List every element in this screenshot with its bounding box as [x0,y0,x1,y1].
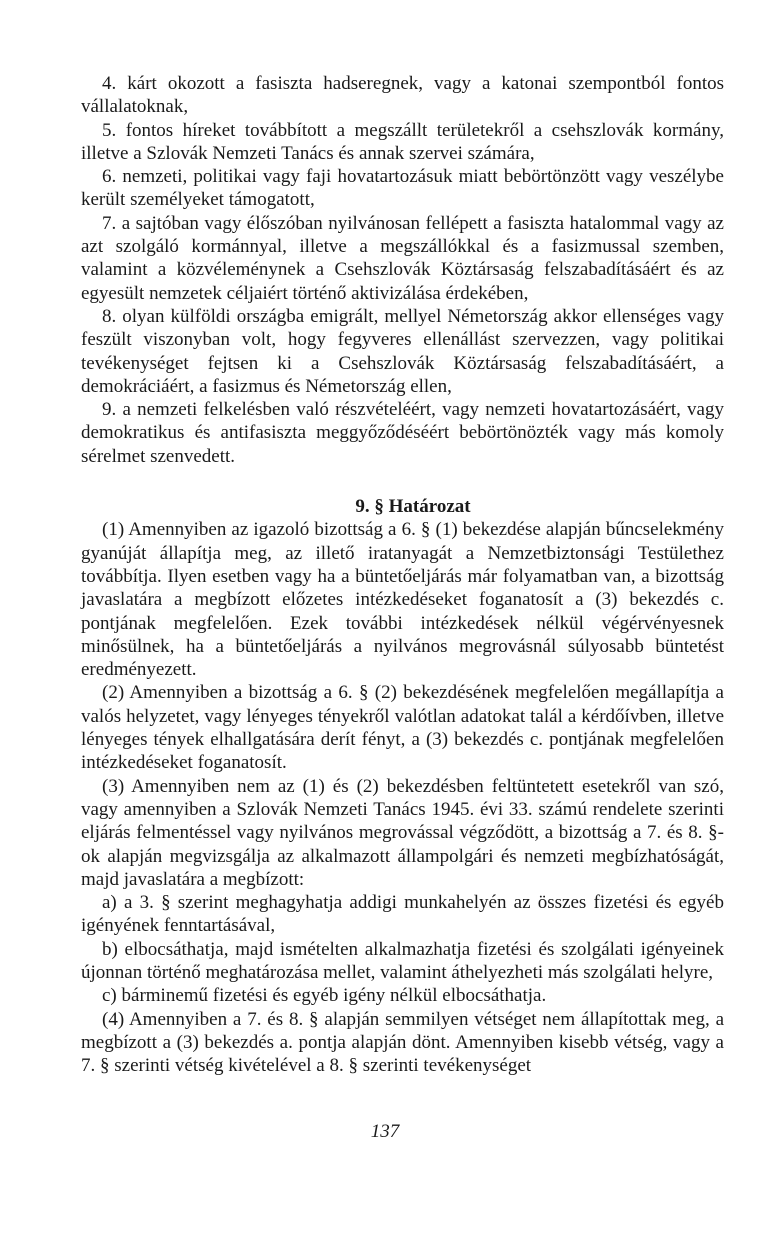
section-heading [81,495,724,518]
section-title: Határozat [388,496,471,518]
numbered-list [81,72,724,468]
subpoint-a: a) a 3. § szerint meghagyhatja addigi munkahelyén az összes fizetési és egyéb igényének fenntartásával, [81,892,724,937]
page-number: 137 [370,1121,400,1142]
paragraph-1: (1) Amennyiben az igazoló bizottság a 6. § (1) bekezdése alapján bűncselekmény gyanúját állapítja meg, az illető iratanyagát a Nemzetbiztonsági Testülethez továbbítja. Ilyen esetben vagy ha a büntetőeljárás már folyamatban van, a bizottság javaslatára a megbízott előzetes intézkedéseket foganatosít a (3) bekezdés c. pontjának megfelelően. Ezek további intézkedések nélkül végérvényesnek minősülnek, ha a büntetőeljárás a nyilvános megrovásnál súlyosabb büntetést eredményezett. [81,519,724,681]
paragraph-3: (3) Amennyiben nem az (1) és (2) bekezdésben feltüntetett esetekről van szó, vagy amennyiben a Szlovák Nemzeti Tanács 1945. évi 33. számú rendelete szerinti eljárás felmentéssel vagy nyilvános megrovással végződött, a bizottság a 7. és 8. §-ok alapján megvizsgálja az alkalmazott állampolgári és nemzeti megbízhatóságát, majd javaslatára a megbízott: [81,775,724,890]
section-body [81,518,724,1077]
paragraph-4: (4) Amennyiben a 7. és 8. § alapján semmilyen vétséget nem állapítottak meg, a megbízott a (3) bekezdés a. pontja alapján dönt. Amennyiben kisebb vétség, vagy a 7. § szerinti vétség kivételével a 8. § szerinti tevékenységet [81,1008,724,1077]
section-spacer [81,468,724,495]
subpoint-b: b) elbocsáthatja, majd ismételten alkalmazhatja fizetési és szolgálati igényeinek újonnan történő meghatározása mellet, valamint áthelyezheti más szolgálati helyre, [81,938,724,983]
subpoint-c: c) bárminemű fizetési és egyéb igény nélkül elbocsáthatja. [102,985,547,1007]
list-item-9: 9. a nemzeti felkelésben való részvételéért, vagy nemzeti hovatartozásáért, vagy demokratikus és antifasiszta meggyőződéséért bebörtönözték vagy más komoly sérelmet szenvedett. [81,399,724,467]
list-item-8: 8. olyan külföldi országba emigrált, mellyel Németország akkor ellenséges vagy feszült viszonyban volt, hogy fegyveres ellenállást szervezzen, vagy politikai tevékenységet fejtsen ki a Csehszlovák Köztársaság felszabadításáért, a demokráciáért, a fasizmus és Németország ellen, [81,305,724,397]
list-item-5: 5. fontos híreket továbbított a megszállt területekről a csehszlovák kormány, illetve a Szlovák Nemzeti Tanács és annak szervei számára, [81,119,724,164]
section-number: 9. § [355,496,384,518]
list-item-7: 7. a sajtóban vagy élőszóban nyilvánosan fellépett a fasiszta hatalommal vagy az azt szolgáló kormánnyal, illetve a megszállókkal és a fasizmussal szemben, valamint a közvéleménynek a Csehszlovák Köztársaság felszabadításáért és az egyesült nemzetek céljaiért történő aktivizálása érdekében, [81,212,724,304]
list-item-4: 4. kárt okozott a fasiszta hadseregnek, vagy a katonai szempontból fontos vállalatoknak, [81,73,724,118]
paragraph-2: (2) Amennyiben a bizottság a 6. § (2) bekezdésének megfelelően megállapítja a valós helyzetet, vagy lényeges tényekről valótlan adatokat talál a kérdőívben, illetve lényeges tények elhallgatására derít fényt, a (3) bekezdés c. pontjának megfelelően intézkedéseket foganatosít. [81,682,724,774]
list-item-6: 6. nemzeti, politikai vagy faji hovatartozásuk miatt bebörtönzött vagy veszélybe került személyeket támogatott, [81,166,724,211]
